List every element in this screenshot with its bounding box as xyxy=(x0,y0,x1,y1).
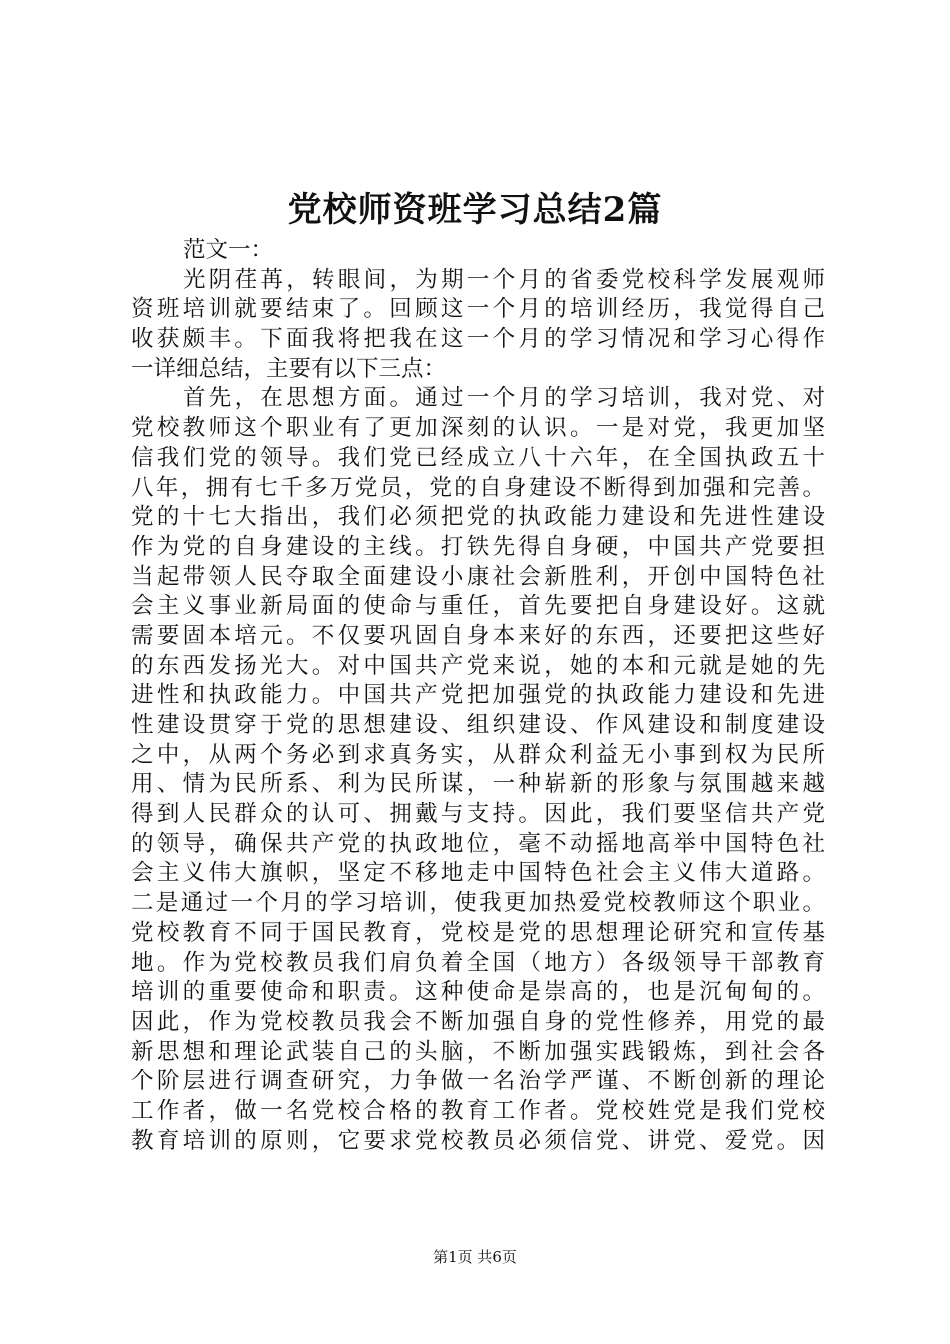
section-heading: 范文一： xyxy=(183,237,274,263)
paragraph-line: 得到人民群众的认可、拥戴与支持。因此，我们要坚信共产党 xyxy=(131,801,825,828)
document-body xyxy=(131,236,825,1156)
paragraph-line: 工作者，做一名党校合格的教育工作者。党校姓党是我们党校 xyxy=(131,1097,825,1124)
paragraph-line: 教育培训的原则，它要求党校教员必须信党、讲党、爱党。因 xyxy=(131,1127,825,1154)
document-title: 党校师资班学习总结2篇 xyxy=(287,190,663,230)
paragraph-line: 收获颇丰。下面我将把我在这一个月的学习情况和学习心得作 xyxy=(131,326,825,353)
paragraph-line: 会主义事业新局面的使命与重任，首先要把自身建设好。这就 xyxy=(131,593,825,620)
paragraph-line: 八年，拥有七千多万党员，党的自身建设不断得到加强和完善。 xyxy=(131,474,825,501)
paragraph-line: 性建设贯穿于党的思想建设、组织建设、作风建设和制度建设 xyxy=(131,712,825,738)
paragraph-line: 一详细总结，主要有以下三点： xyxy=(131,355,447,382)
paragraph-line: 党校教育不同于国民教育，党校是党的思想理论研究和宣传基 xyxy=(131,919,825,946)
paragraph-line: 因此，作为党校教员我会不断加强自身的党性修养，用党的最 xyxy=(131,1008,825,1035)
paragraph-line: 信我们党的领导。我们党已经成立八十六年，在全国执政五十 xyxy=(131,444,825,471)
paragraph-line: 地。作为党校教员我们肩负着全国（地方）各级领导干部教育 xyxy=(131,949,825,976)
paragraph-line: 需要固本培元。不仅要巩固自身本来好的东西，还要把这些好 xyxy=(131,622,825,649)
paragraph-line: 个阶层进行调查研究，力争做一名治学严谨、不断创新的理论 xyxy=(131,1068,825,1095)
paragraph-line: 光阴荏苒，转眼间，为期一个月的省委党校科学发展观师 xyxy=(183,266,825,293)
paragraph-line: 党校教师这个职业有了更加深刻的认识。一是对党，我更加坚 xyxy=(131,415,825,442)
paragraph-line: 培训的重要使命和职责。这种使命是崇高的，也是沉甸甸的。 xyxy=(131,979,825,1006)
paragraph-line: 当起带领人民夺取全面建设小康社会新胜利，开创中国特色社 xyxy=(131,563,825,590)
paragraph-line: 资班培训就要结束了。回顾这一个月的培训经历，我觉得自己 xyxy=(131,296,825,323)
paragraph-line: 首先，在思想方面。通过一个月的学习培训，我对党、对 xyxy=(183,385,825,412)
paragraph-line: 之中，从两个务必到求真务实，从群众利益无小事到权为民所 xyxy=(131,741,825,768)
paragraph-line: 用、情为民所系、利为民所谋，一种崭新的形象与氛围越来越 xyxy=(131,771,825,798)
paragraph-line: 党的十七大指出，我们必须把党的执政能力建设和先进性建设 xyxy=(131,504,825,531)
paragraph-line: 进性和执政能力。中国共产党把加强党的执政能力建设和先进 xyxy=(131,682,825,709)
paragraph-line: 的领导，确保共产党的执政地位，毫不动摇地高举中国特色社 xyxy=(131,830,825,857)
paragraph-line: 作为党的自身建设的主线。打铁先得自身硬，中国共产党要担 xyxy=(131,533,825,560)
paragraph-line: 的东西发扬光大。对中国共产党来说，她的本和元就是她的先 xyxy=(131,652,825,679)
page-footer: 第1页 共6页 xyxy=(433,1248,517,1266)
paragraph-line: 新思想和理论武装自己的头脑，不断加强实践锻炼，到社会各 xyxy=(131,1038,825,1065)
paragraph-line: 二是通过一个月的学习培训，使我更加热爱党校教师这个职业。 xyxy=(131,890,825,917)
paragraph-line: 会主义伟大旗帜，坚定不移地走中国特色社会主义伟大道路。 xyxy=(131,860,825,887)
